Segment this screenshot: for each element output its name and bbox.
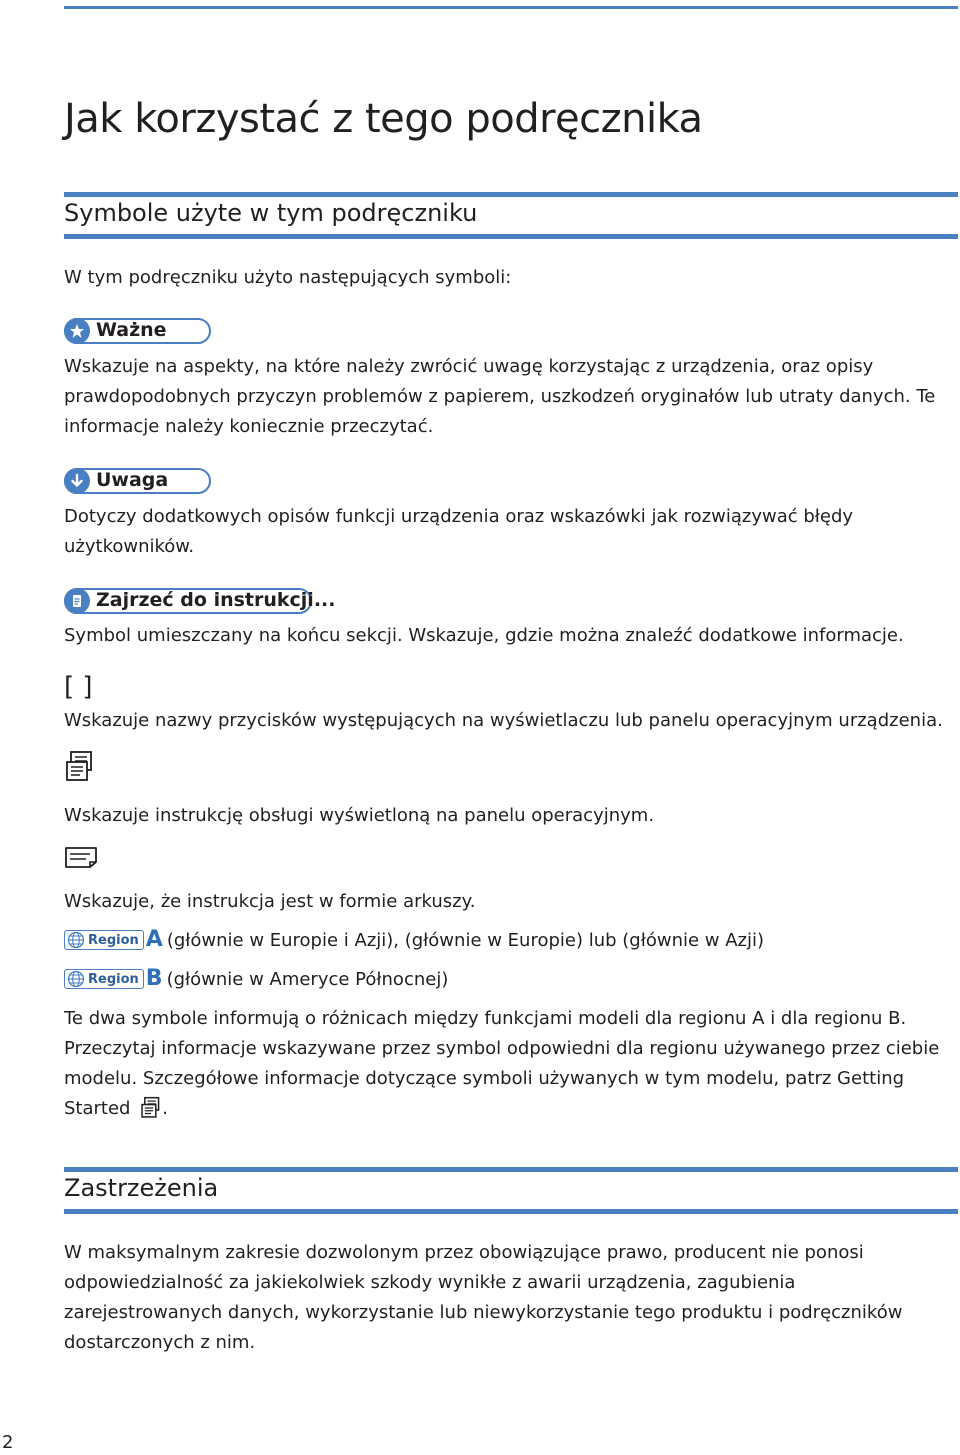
section-rule-top (64, 192, 958, 197)
globe-icon (67, 970, 85, 988)
section-rule-bottom (64, 234, 958, 239)
top-rule (64, 6, 958, 9)
note-label: Uwaga (96, 469, 169, 491)
region-b-letter: B (145, 966, 163, 991)
region-description-text: Te dwa symbole informują o różnicach między funkcjami modeli dla regionu A i dla regionu B. Przeczytaj informacje wskazywane przez symbol odpowiedni dla regionu używanego przez ciebie modelu. Szczegółowe informacje dotyczące symboli używanych w tym modelu, patrz Getting Started (64, 1008, 940, 1119)
important-label: Ważne (96, 319, 167, 341)
region-b-row (64, 968, 448, 990)
disclaimer-text: W maksymalnym zakresie dozwolonym przez obowiązujące prawo, producent nie ponosi odpowiedzialność za jakiekolwiek szkody wynikłe z awarii urządzenia, zagubienia zarejestrowanych danych, wykorzystanie lub niewykorzystanie tego produktu i podręczników dostarczonych z nim. (64, 1242, 903, 1353)
region-description (64, 1004, 944, 1130)
reference-label: Zajrzeć do instrukcji... (96, 589, 336, 611)
region-a-letter: A (145, 927, 163, 952)
printed-manual-icon (64, 750, 96, 784)
section-heading-disclaimer: Zastrzeżenia (64, 1174, 219, 1202)
arrow-down-icon (64, 468, 90, 494)
region-a-tag (64, 930, 144, 950)
brackets-description: Wskazuje nazwy przycisków występujących na wyświetlaczu lub panelu operacyjnym urządzenia. (64, 710, 943, 731)
document-icon (64, 588, 90, 614)
important-badge (64, 318, 211, 344)
globe-icon (67, 931, 85, 949)
region-a-label: Region (88, 932, 139, 948)
page-title: Jak korzystać z tego podręcznika (64, 96, 703, 142)
region-b-text: (głównie w Ameryce Północnej) (166, 968, 449, 990)
printed-manual-icon (140, 1096, 162, 1130)
region-a-text: (głównie w Europie i Azji), (głównie w Europie) lub (głównie w Azji) (166, 929, 765, 951)
region-b-label: Region (88, 971, 139, 987)
panel-manual-description: Wskazuje instrukcję obsługi wyświetloną na panelu operacyjnym. (64, 805, 655, 826)
section-rule-top (64, 1167, 958, 1172)
reference-badge (64, 588, 336, 614)
sheet-manual-description: Wskazuje, że instrukcja jest w formie arkuszy. (64, 891, 476, 912)
region-description-end: . (162, 1098, 168, 1119)
region-a-row (64, 929, 764, 951)
star-icon (64, 318, 90, 344)
note-description: Dotyczy dodatkowych opisów funkcji urządzenia oraz wskazówki jak rozwiązywać błędy użytkowników. (64, 506, 854, 557)
reference-description: Symbol umieszczany na końcu sekcji. Wskazuje, gdzie można znaleźć dodatkowe informacje. (64, 625, 904, 646)
section-rule-bottom (64, 1209, 958, 1214)
region-b-tag (64, 969, 144, 989)
section-heading-symbols: Symbole użyte w tym podręczniku (64, 199, 478, 227)
page-number: 2 (2, 1432, 14, 1453)
brackets-symbol: [ ] (64, 672, 93, 702)
important-description: Wskazuje na aspekty, na które należy zwrócić uwagę korzystając z urządzenia, oraz opisy prawdopodobnych przyczyn problemów z papierem, uszkodzeń oryginałów lub utraty danych. Te informacje należy koniecznie przeczytać. (64, 356, 936, 437)
symbols-intro: W tym podręczniku użyto następujących symboli: (64, 267, 512, 288)
note-badge (64, 468, 211, 494)
sheet-icon (64, 845, 98, 869)
